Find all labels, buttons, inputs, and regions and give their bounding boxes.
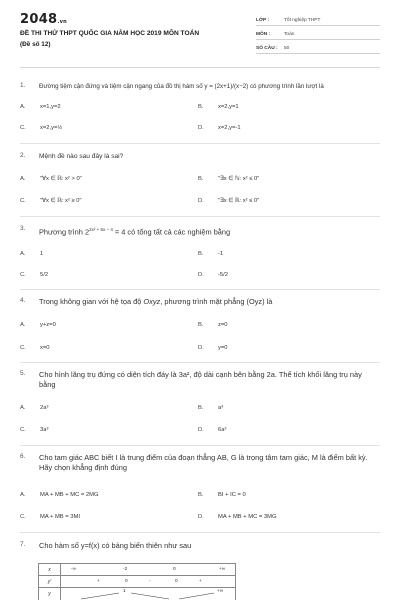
question-text: Cho hình lăng trụ đứng có diện tích đáy là 3a², độ dài cạnh bên bằng 2a. Thể tích khối lăng trụ này bằng xyxy=(39,370,362,389)
question-divider xyxy=(20,143,380,144)
question-number: 3. xyxy=(20,225,26,232)
header-divider xyxy=(20,67,380,68)
question-text: Cho hàm số y=f(x) có bảng biến thiên như sau xyxy=(39,541,192,550)
question-divider xyxy=(20,532,380,533)
site-logo[interactable]: 2048.vn xyxy=(20,12,68,27)
question-text: Trong không gian với hệ tọa độ Oxyz, phương trình mặt phẳng (Oyz) là xyxy=(39,297,273,306)
variation-table xyxy=(38,563,236,600)
question-number: 1. xyxy=(20,82,26,89)
exam-title: ĐỀ THI THỬ THPT QUỐC GIA NĂM HỌC 2019 MÔN TOÁN xyxy=(20,30,200,37)
variation-arrows xyxy=(79,590,229,600)
question-divider xyxy=(20,362,380,363)
meta-class: LỚP : Tốt nghiệp THPT xyxy=(256,14,380,26)
table-row: y 1 +∞ xyxy=(39,588,235,600)
question-divider xyxy=(20,445,380,446)
question-divider xyxy=(20,216,380,217)
question-text: Phương trình $2^{2x^2 + 5x - 4} = 4$ có tổng tất cả các nghiệm bằng xyxy=(39,227,231,237)
exam-subtitle: (Đề số 12) xyxy=(20,41,51,48)
question-number: 5. xyxy=(20,370,26,377)
table-row: y' + 0 - 0 + xyxy=(39,576,235,588)
question-number: 4. xyxy=(20,297,26,304)
table-row: x -∞ -2 0 +∞ xyxy=(39,564,235,576)
question-divider xyxy=(20,289,380,290)
question-number: 2. xyxy=(20,152,26,159)
meta-question-count: SỐ CÂU : 50 xyxy=(256,42,380,54)
exam-header xyxy=(0,0,400,66)
question-text: Cho tam giác ABC biết I là trung điểm của đoạn thẳng AB, G là trọng tâm tam giác, M là điểm bất kỳ. Hãy chọn khẳng định đúng xyxy=(39,453,368,472)
question-text: Mệnh đề nào sau đây là sai? xyxy=(39,153,124,160)
question-text: Đường tiệm cận đứng và tiệm cận ngang của đồ thị hàm số y = (2x+1)/(x−2) có phương trình lần lượt là xyxy=(39,83,324,90)
question-number: 7. xyxy=(20,541,26,548)
meta-subject: MÔN : Toán xyxy=(256,28,380,40)
question-number: 6. xyxy=(20,453,26,460)
